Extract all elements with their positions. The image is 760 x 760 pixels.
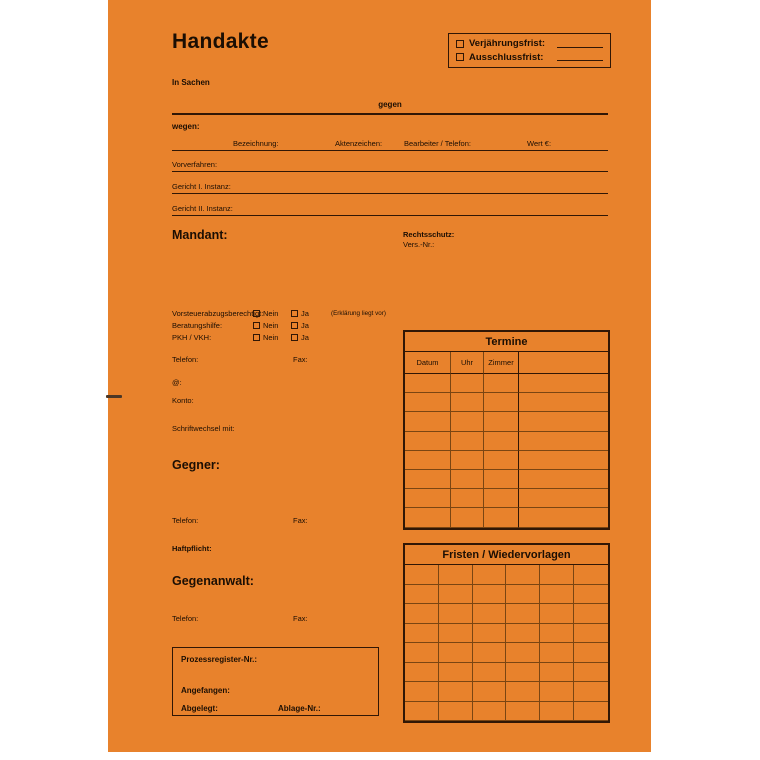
ausschlussfrist-checkbox [456,53,464,61]
fristen-empty-cell [540,585,574,605]
fristen-empty-cell [506,682,540,702]
termine-empty-cell [451,412,484,431]
fristen-empty-cell [574,624,608,644]
termine-empty-cell [405,432,451,451]
termine-empty-cell [519,508,608,527]
fristen-empty-cell [405,565,439,585]
mandant-heading: Mandant: [172,228,228,242]
fristen-empty-cell [439,624,473,644]
fristen-empty-cell [540,702,574,722]
pkh-nein-checkbox [253,334,260,341]
termine-empty-cell [519,412,608,431]
verjaehrungsfrist-label: Verjährungsfrist: [469,38,546,50]
fristen-title: Fristen / Wiedervorlagen [405,545,608,565]
fristen-empty-cell [506,585,540,605]
fristen-empty-cell [405,643,439,663]
gegen-label: gegen [378,100,402,109]
fristen-empty-cell [473,624,507,644]
beratungshilfe-ja-label: Ja [301,321,309,331]
ausschlussfrist-row [456,52,603,63]
termine-column-header: Datum [405,352,451,374]
fristen-empty-cell [574,663,608,683]
gericht-1-line [172,193,608,194]
form-title: Handakte [172,30,269,53]
prozessregister-label: Prozessregister-Nr.: [181,655,258,664]
fristen-empty-cell [540,643,574,663]
pkh-vkh-row [172,333,386,342]
pkh-ja-checkbox [291,334,298,341]
vorsteuer-ja-label: Ja [301,309,309,318]
termine-empty-cell [484,451,519,470]
case-fields-line [172,150,608,151]
in-sachen-label: In Sachen [172,78,210,87]
ausschlussfrist-label: Ausschlussfrist: [469,51,544,63]
termine-column-header [519,352,608,374]
fristen-grid [405,565,608,721]
prozessregister-box [172,647,379,716]
termine-empty-cell [405,508,451,527]
termine-empty-cell [451,508,484,527]
verjaehrungsfrist-blank-line [557,40,603,48]
deadline-box [448,33,611,68]
fristen-empty-cell [574,565,608,585]
termine-grid [405,352,608,528]
fristen-empty-cell [506,663,540,683]
gericht-1-label: Gericht I. Instanz: [172,182,231,191]
fristen-empty-cell [473,585,507,605]
termine-empty-cell [451,489,484,508]
gericht-2-label: Gericht II. Instanz: [172,204,233,213]
angefangen-label: Angefangen: [181,686,230,695]
termine-empty-cell [519,393,608,412]
fristen-empty-cell [405,682,439,702]
handakte-form-paper [108,0,651,752]
fristen-empty-cell [405,585,439,605]
termine-empty-cell [484,432,519,451]
vorverfahren-label: Vorverfahren: [172,160,218,169]
pkh-nein-label: Nein [263,333,279,343]
termine-empty-cell [519,451,608,470]
verjaehrungsfrist-checkbox [456,40,464,48]
ausschlussfrist-blank-line [557,53,603,61]
fristen-empty-cell [574,585,608,605]
gegenanwalt-telefon-label: Telefon: [172,614,199,623]
fristen-empty-cell [473,702,507,722]
fristen-empty-cell [439,565,473,585]
vorsteuer-ja-checkbox [291,310,298,317]
schriftwechsel-label: Schriftwechsel mit: [172,424,235,433]
bezeichnung-label: Bezeichnung: [233,139,279,148]
fristen-empty-cell [473,663,507,683]
beratungshilfe-ja-checkbox [291,322,298,329]
fristen-empty-cell [439,702,473,722]
fristen-empty-cell [506,604,540,624]
rechtsschutz-label: Rechtsschutz: [403,230,455,239]
termine-empty-cell [405,489,451,508]
pkh-ja-label: Ja [301,333,309,343]
termine-empty-cell [519,432,608,451]
vers-nr-label: Vers.-Nr.: [403,240,435,249]
vorsteuer-nein-label: Nein [263,309,279,318]
fristen-empty-cell [439,585,473,605]
gegen-divider-line [172,113,608,115]
fristen-empty-cell [473,604,507,624]
termine-empty-cell [405,374,451,393]
vorsteuer-note: (Erklärung liegt vor) [331,310,386,317]
punch-mark [106,395,122,398]
termine-empty-cell [519,470,608,489]
termine-empty-cell [519,374,608,393]
fristen-empty-cell [439,643,473,663]
termine-table [403,330,610,530]
fristen-empty-cell [405,702,439,722]
termine-empty-cell [484,470,519,489]
fristen-empty-cell [506,565,540,585]
beratungshilfe-nein-label: Nein [263,321,279,331]
fristen-empty-cell [574,643,608,663]
gegenanwalt-heading: Gegenanwalt: [172,574,254,588]
fristen-empty-cell [405,624,439,644]
fristen-empty-cell [540,565,574,585]
termine-empty-cell [451,374,484,393]
fristen-empty-cell [574,682,608,702]
termine-empty-cell [405,470,451,489]
mandant-fax-label: Fax: [293,355,308,364]
wert-label: Wert €: [527,139,552,148]
termine-empty-cell [451,393,484,412]
konto-label: Konto: [172,396,194,405]
termine-empty-cell [451,451,484,470]
ablage-nr-label: Ablage-Nr.: [278,704,321,713]
gegner-heading: Gegner: [172,458,220,472]
termine-empty-cell [484,393,519,412]
vorverfahren-line [172,171,608,172]
bearbeiter-telefon-label: Bearbeiter / Telefon: [404,139,471,148]
termine-empty-cell [451,470,484,489]
pkh-vkh-label: PKH / VKH: [172,333,212,343]
gegenanwalt-fax-label: Fax: [293,614,308,623]
vorsteuer-label: Vorsteuerabzugsberechtigt: [172,309,264,318]
vorsteuer-nein-checkbox [253,310,260,317]
beratungshilfe-row [172,321,386,330]
fristen-empty-cell [473,565,507,585]
termine-column-header: Zimmer [484,352,519,374]
fristen-empty-cell [439,682,473,702]
fristen-empty-cell [473,643,507,663]
abgelegt-label: Abgelegt: [181,704,218,713]
termine-empty-cell [484,489,519,508]
mandant-telefon-label: Telefon: [172,355,199,364]
fristen-empty-cell [506,624,540,644]
fristen-empty-cell [405,604,439,624]
termine-empty-cell [451,432,484,451]
fristen-empty-cell [473,682,507,702]
termine-empty-cell [484,412,519,431]
termine-title: Termine [405,332,608,352]
termine-empty-cell [405,412,451,431]
fristen-empty-cell [439,604,473,624]
aktenzeichen-label: Aktenzeichen: [335,139,383,148]
termine-empty-cell [405,393,451,412]
fristen-empty-cell [540,663,574,683]
fristen-table [403,543,610,723]
wegen-label: wegen: [172,122,200,131]
fristen-empty-cell [506,643,540,663]
termine-empty-cell [484,374,519,393]
vorsteuer-row [172,309,386,318]
fristen-empty-cell [540,682,574,702]
beratungshilfe-label: Beratungshilfe: [172,321,223,331]
gericht-2-line [172,215,608,216]
fristen-empty-cell [574,702,608,722]
fristen-empty-cell [405,663,439,683]
fristen-empty-cell [439,663,473,683]
gegner-telefon-label: Telefon: [172,516,199,525]
termine-empty-cell [484,508,519,527]
haftpflicht-label: Haftpflicht: [172,544,212,553]
mandant-email-label: @: [172,378,182,387]
fristen-empty-cell [540,604,574,624]
fristen-empty-cell [540,624,574,644]
fristen-empty-cell [506,702,540,722]
termine-empty-cell [519,489,608,508]
termine-column-header: Uhr [451,352,484,374]
verjaehrungsfrist-row [456,38,603,49]
fristen-empty-cell [574,604,608,624]
mandant-option-rows [172,309,386,342]
beratungshilfe-nein-checkbox [253,322,260,329]
gegner-fax-label: Fax: [293,516,308,525]
termine-empty-cell [405,451,451,470]
